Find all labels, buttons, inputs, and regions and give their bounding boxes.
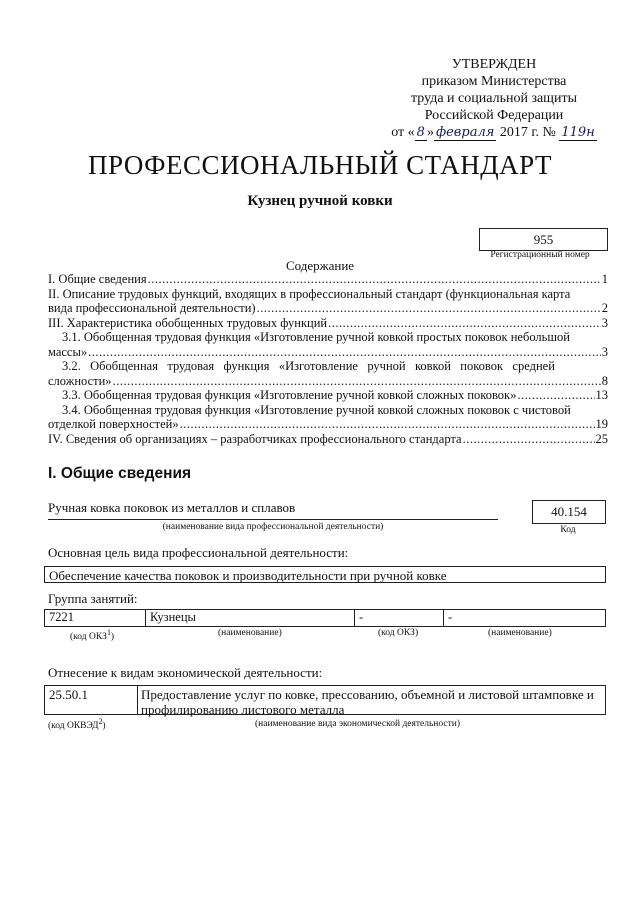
- okz-caption: [70, 628, 114, 642]
- order-line: [384, 124, 604, 141]
- toc-item[interactable]: [48, 388, 608, 403]
- activity-code-box: 40.154: [532, 500, 606, 524]
- toc-item-page: 2: [601, 301, 608, 315]
- approval-block: [384, 56, 604, 141]
- toc-item-page: 19: [595, 417, 608, 431]
- approval-line3: труда и социальной защиты: [411, 91, 577, 106]
- caption-text: (код ОКВЭД: [48, 721, 99, 732]
- toc-item-text: III. Характеристика обобщенных трудовых функций: [48, 315, 328, 330]
- toc-item[interactable]: [48, 403, 608, 432]
- toc-item[interactable]: [48, 330, 608, 359]
- name-caption-2: (наименование): [488, 628, 552, 638]
- activity-caption: (наименование вида профессиональной деятельности): [162, 522, 384, 532]
- occupation-name-cell: Кузнецы: [146, 610, 355, 627]
- table-of-contents: [48, 272, 608, 446]
- activity-name: Ручная ковка поковок из металлов и сплавов: [48, 500, 296, 515]
- code-label: Код: [560, 525, 576, 535]
- toc-item-text: 3.1. Обобщенная трудовая функция «Изготовление ручной ковкой простых поковок небольшой: [62, 330, 570, 344]
- toc-item-text-cont: вида профессиональной деятельности): [48, 301, 256, 315]
- toc-item-text: 3.3. Обобщенная трудовая функция «Изготовление ручной ковкой сложных поковок»: [62, 388, 517, 402]
- toc-item-text-cont: массы»: [48, 344, 88, 359]
- toc-item[interactable]: [48, 316, 608, 331]
- toc-item-page: 3: [601, 344, 608, 359]
- goal-label: Основная цель вида профессиональной деятельности:: [48, 545, 349, 560]
- okved-label: Отнесение к видам экономической деятельности:: [48, 665, 323, 680]
- toc-item-text: 3.2. Обобщенная трудовая функция «Изготовление ручной ковкой поковок средней: [62, 359, 555, 373]
- caption-text: ): [110, 632, 115, 643]
- goal-text-box: Обеспечение качества поковок и производительности при ручной ковке: [44, 566, 606, 583]
- caption-text: (код ОКЗ: [70, 632, 107, 643]
- toc-heading: Содержание: [285, 258, 355, 273]
- order-year: 2017 г. №: [499, 125, 556, 140]
- cell-divider: [137, 686, 138, 714]
- toc-item[interactable]: [48, 272, 608, 287]
- okz-code-cell: 7221: [45, 610, 146, 627]
- toc-item-text: 3.4. Обобщенная трудовая функция «Изготовление ручной ковкой сложных поковок с чистовой: [62, 402, 571, 417]
- toc-item-page: 13: [595, 388, 608, 402]
- okved-name-caption: (наименование вида экономической деятельности): [255, 719, 460, 729]
- okved-table: [44, 685, 606, 715]
- group-label: Группа занятий:: [48, 591, 138, 606]
- order-day: 8: [416, 125, 425, 140]
- toc-item-text: IV. Сведения об организациях – разработчиках профессионального стандарта: [48, 431, 462, 446]
- document-subtitle: Кузнец ручной ковки: [247, 193, 393, 209]
- document-title: ПРОФЕССИОНАЛЬНЫЙ СТАНДАРТ: [87, 150, 553, 180]
- okz-caption-2: (код ОКЗ): [378, 628, 419, 638]
- okved-caption: [48, 717, 106, 731]
- approval-line2: приказом Министерства: [421, 74, 567, 89]
- order-month: февраля: [435, 125, 495, 140]
- order-prefix: от «: [391, 125, 415, 140]
- toc-item-page: 25: [595, 431, 608, 446]
- activity-underline: [48, 519, 498, 520]
- approval-line1: УТВЕРЖДЕН: [451, 57, 537, 72]
- toc-item-text: I. Общие сведения: [48, 272, 147, 286]
- toc-item-page: 3: [601, 315, 608, 330]
- approval-line4: Российской Федерации: [424, 108, 564, 123]
- table-row: [45, 610, 606, 627]
- caption-text: ): [102, 721, 106, 732]
- okz-code2-cell: -: [355, 610, 444, 627]
- toc-item-page: 1: [601, 272, 608, 286]
- order-number: 119н: [561, 125, 595, 140]
- footnote-mark: 2: [98, 717, 103, 726]
- toc-item-text-cont: сложности»: [48, 373, 112, 388]
- toc-item[interactable]: [48, 359, 608, 388]
- registration-label: Регистрационный номер: [490, 250, 590, 260]
- order-mid: »: [426, 125, 434, 140]
- toc-item-text-cont: отделкой поверхностей»: [48, 417, 179, 431]
- occupation-name2-cell: -: [444, 610, 606, 627]
- registration-number-box: 955: [479, 228, 608, 251]
- name-caption: (наименование): [218, 628, 282, 638]
- okved-text-cell: Предоставление услуг по ковке, прессованию, объемной и листовой штамповке и профилированию листового металла: [141, 687, 594, 717]
- footnote-mark: 1: [106, 628, 111, 637]
- toc-item-page: 8: [601, 373, 608, 388]
- section-heading: I. Общие сведения: [48, 465, 192, 482]
- occupation-group-table: [44, 609, 606, 627]
- toc-item[interactable]: [48, 432, 608, 447]
- toc-item[interactable]: [48, 287, 608, 316]
- toc-item-text: II. Описание трудовых функций, входящих в профессиональный стандарт (функциональная карта: [48, 286, 571, 301]
- okved-code-cell: 25.50.1: [49, 687, 88, 702]
